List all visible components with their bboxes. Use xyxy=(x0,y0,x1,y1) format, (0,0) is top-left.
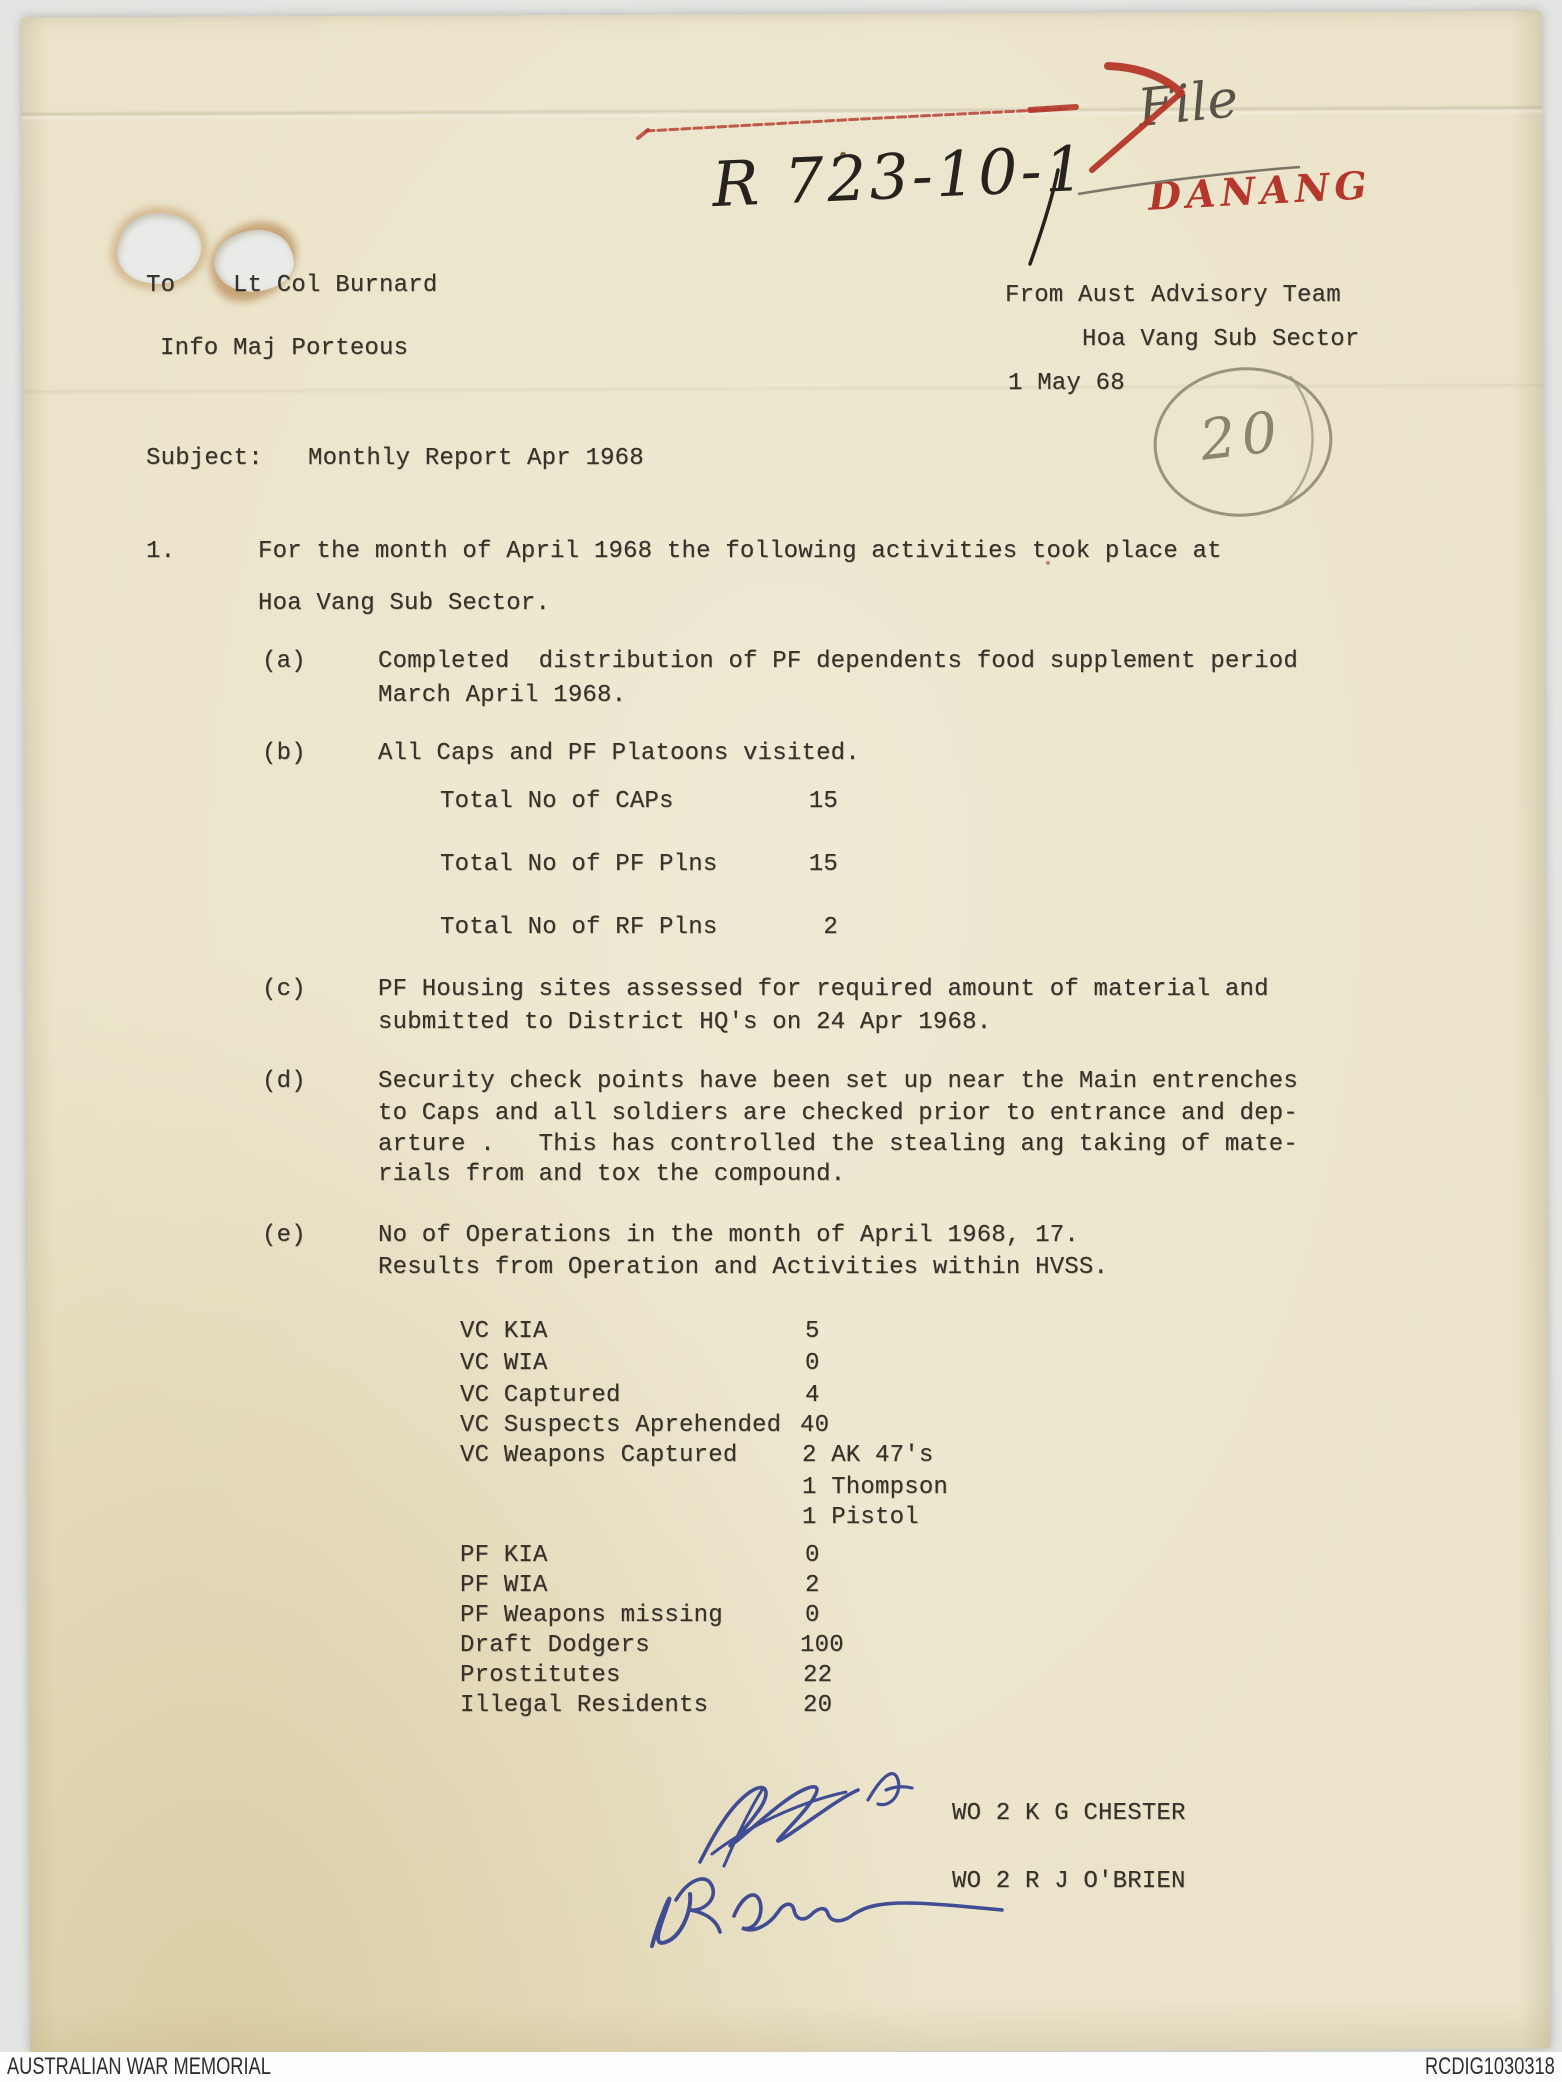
stat-value: 2 xyxy=(805,1572,820,1599)
para1-number: 1. xyxy=(146,538,176,565)
footer-reference-id: RCDIG1030318 xyxy=(1425,2053,1555,2080)
footer-source-label: AUSTRALIAN WAR MEMORIAL xyxy=(7,2053,271,2080)
from-line-1: From Aust Advisory Team xyxy=(1005,282,1341,309)
para1-line1: For the month of April 1968 the following activities took place at xyxy=(258,538,1222,565)
stat-label: Prostitutes xyxy=(460,1662,621,1689)
stat-value: 2 AK 47's xyxy=(802,1442,934,1469)
stat-value: 5 xyxy=(805,1318,820,1345)
stat-label: PF Weapons missing xyxy=(460,1602,723,1629)
stat-label: PF WIA xyxy=(460,1572,548,1599)
caps-row-value: 15 xyxy=(808,851,838,878)
item-c-line2: submitted to District HQ's on 24 Apr 1968. xyxy=(378,1009,992,1036)
file-note-annotation: File xyxy=(1135,68,1241,140)
stat-value: 1 Thompson xyxy=(802,1474,949,1501)
stat-label: Illegal Residents xyxy=(460,1692,709,1719)
item-d-label: (d) xyxy=(262,1068,306,1095)
item-a-line2: March April 1968. xyxy=(378,682,627,709)
stat-value: 1 Pistol xyxy=(802,1504,919,1531)
caps-row-value: 2 xyxy=(823,914,838,941)
stat-label: PF KIA xyxy=(460,1542,548,1569)
signatory-name-1: WO 2 K G CHESTER xyxy=(952,1800,1186,1827)
page-number-annotation: 20 xyxy=(1196,399,1287,474)
item-d-line3: arture . This has controlled the stealing ang taking of mate- xyxy=(378,1131,1298,1158)
item-e-label: (e) xyxy=(262,1222,306,1249)
stat-value: 40 xyxy=(800,1412,830,1439)
danang-stamp-annotation: DANANG xyxy=(1146,162,1373,219)
subject-label: Subject: xyxy=(146,445,263,472)
stat-value: 4 xyxy=(805,1382,820,1409)
item-c-line1: PF Housing sites assessed for required amount of material and xyxy=(378,976,1269,1003)
item-e-line2: Results from Operation and Activities within HVSS. xyxy=(378,1254,1109,1281)
signatory-name-2: WO 2 R J O'BRIEN xyxy=(952,1868,1186,1895)
stat-label: VC Suspects Aprehended xyxy=(460,1412,782,1439)
para1-line2: Hoa Vang Sub Sector. xyxy=(258,590,551,617)
to-label: To xyxy=(146,272,176,299)
stat-label: VC WIA xyxy=(460,1350,548,1377)
stat-value: 20 xyxy=(803,1692,833,1719)
footer-bar xyxy=(0,2052,1562,2082)
item-c-label: (c) xyxy=(262,976,306,1003)
item-b-label: (b) xyxy=(262,740,306,767)
stat-label: VC Weapons Captured xyxy=(460,1442,738,1469)
item-e-line1: No of Operations in the month of April 1968, 17. xyxy=(378,1222,1079,1249)
file-reference-annotation: R 723-10-1 xyxy=(710,131,1089,222)
to-value: Lt Col Burnard xyxy=(233,272,438,299)
caps-row-value: 15 xyxy=(808,788,838,815)
stat-label: Draft Dodgers xyxy=(460,1632,650,1659)
stat-label: VC KIA xyxy=(460,1318,548,1345)
date-line: 1 May 68 xyxy=(1008,370,1125,397)
item-a-line1: Completed distribution of PF dependents food supplement period xyxy=(378,648,1298,675)
subject-value: Monthly Report Apr 1968 xyxy=(308,445,644,472)
item-a-label: (a) xyxy=(262,648,306,675)
caps-row-label: Total No of RF Plns xyxy=(440,914,718,941)
caps-row-label: Total No of CAPs xyxy=(440,788,674,815)
stat-value: 0 xyxy=(805,1542,820,1569)
info-line: Info Maj Porteous xyxy=(160,335,409,362)
stat-value: 100 xyxy=(800,1632,844,1659)
stat-value: 22 xyxy=(803,1662,833,1689)
stat-value: 0 xyxy=(805,1602,820,1629)
stat-label: VC Captured xyxy=(460,1382,621,1409)
stat-value: 0 xyxy=(805,1350,820,1377)
from-line-2: Hoa Vang Sub Sector xyxy=(1082,326,1360,353)
item-d-line2: to Caps and all soldiers are checked prior to entrance and dep- xyxy=(378,1100,1298,1127)
item-d-line4: rials from and tox the compound. xyxy=(378,1161,846,1188)
item-d-line1: Security check points have been set up near the Main entrenches xyxy=(378,1068,1298,1095)
item-b-line1: All Caps and PF Platoons visited. xyxy=(378,740,860,767)
caps-row-label: Total No of PF Plns xyxy=(440,851,718,878)
